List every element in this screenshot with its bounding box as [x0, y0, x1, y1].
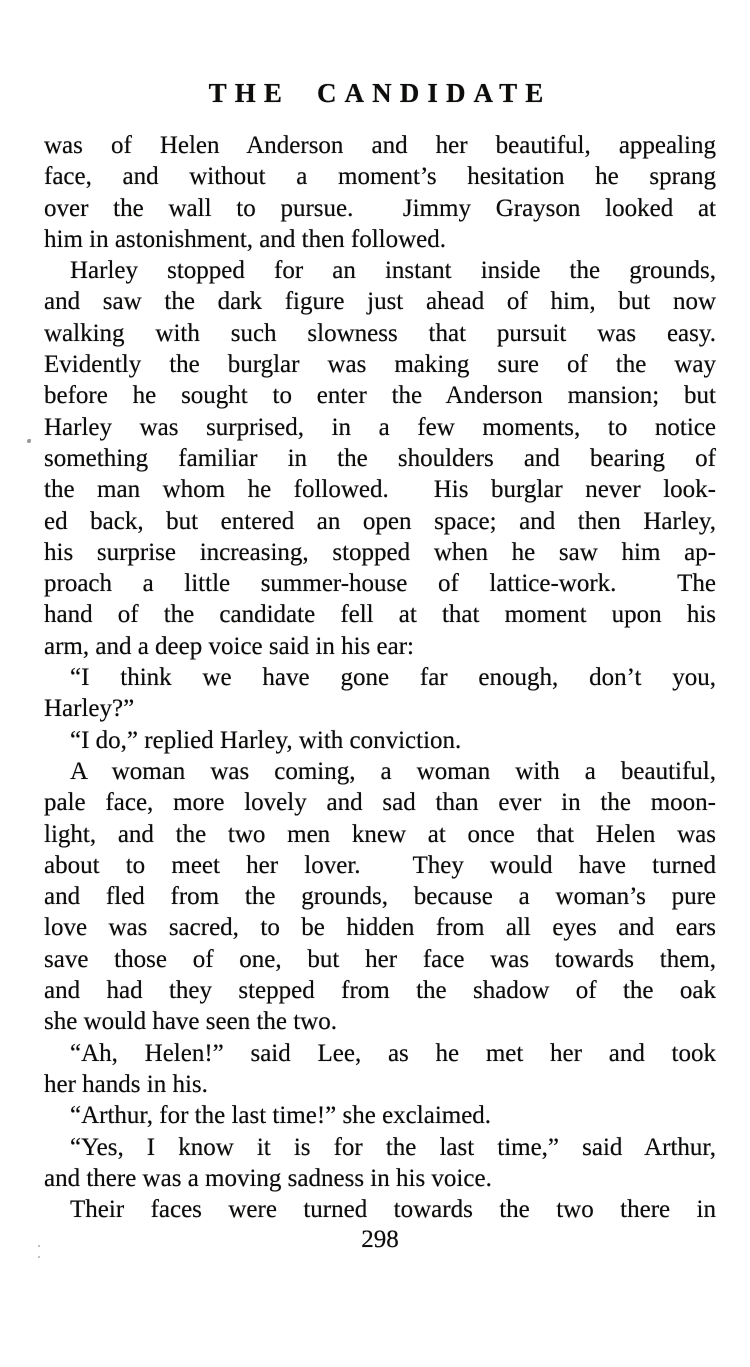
text-line: her hands in his.: [44, 1070, 208, 1098]
text-line: and there was a moving sadness in his voice.: [44, 1164, 492, 1192]
text-line: Harley stopped for an instant inside the grounds,: [70, 257, 716, 285]
text-line: proach a little summer-house of lattice-work. The: [44, 570, 716, 598]
text-line: was of Helen Anderson and her beautiful, appealing: [44, 132, 716, 159]
paragraph: [44, 1194, 716, 1225]
paragraph: [44, 662, 716, 725]
text-line: face, and without a moment’s hesitation he sprang: [44, 163, 716, 191]
text-line: pale face, more lovely and sad than ever in the moon-: [44, 789, 716, 817]
paragraph: [44, 130, 716, 255]
text-line: about to meet her lover. They would have turned: [44, 851, 716, 879]
text-line: A woman was coming, a woman with a beautiful,: [70, 757, 716, 785]
text-line: “Yes, I know it is for the last time,” said Arthur,: [70, 1133, 716, 1161]
text-line: “I do,” replied Harley, with conviction.: [70, 726, 462, 754]
page-title: THE CANDIDATE: [208, 78, 552, 108]
text-line: and had they stepped from the shadow of the oak: [44, 977, 716, 1005]
text-line: and saw the dark figure just ahead of him, but now: [44, 288, 716, 316]
text-line: and fled from the grounds, because a woman’s pure: [44, 883, 716, 911]
text-line: ed back, but entered an open space; and then Harley,: [44, 507, 716, 535]
paragraph: [44, 1038, 716, 1101]
text-line: his surprise increasing, stopped when he saw him ap-: [44, 538, 716, 566]
text-line: the man whom he followed. His burglar never look-: [44, 476, 716, 504]
text-line: him in astonishment, and then followed.: [44, 225, 447, 253]
text-line: arm, and a deep voice said in his ear:: [44, 632, 414, 660]
text-line: hand of the candidate fell at that moment upon his: [44, 601, 716, 629]
text-block: [44, 130, 716, 1225]
text-line: “I think we have gone far enough, don’t you,: [70, 664, 716, 692]
text-line: before he sought to enter the Anderson mansion; but: [44, 382, 716, 410]
paragraph: [44, 756, 716, 1038]
text-line: love was sacred, to be hidden from all eyes and ears: [44, 914, 716, 942]
paragraph: [44, 1132, 716, 1195]
paragraph: [44, 725, 716, 756]
paragraph: [44, 255, 716, 662]
scan-artifact-speck: [27, 439, 31, 443]
text-line: save those of one, but her face was towards them,: [44, 945, 716, 973]
text-line: she would have seen the two.: [44, 1008, 337, 1036]
text-line: something familiar in the shoulders and bearing of: [44, 444, 716, 472]
scan-artifact-mark: [38, 1245, 40, 1258]
text-line: walking with such slowness that pursuit was easy.: [44, 319, 716, 347]
paragraph: [44, 1100, 716, 1131]
text-line: Their faces were turned towards the two there in: [70, 1196, 716, 1224]
text-line: “Ah, Helen!” said Lee, as he met her and took: [70, 1039, 716, 1067]
text-line: Harley was surprised, in a few moments, to notice: [44, 413, 716, 441]
text-line: “Arthur, for the last time!” she exclaimed.: [70, 1102, 492, 1130]
text-line: light, and the two men knew at once that Helen was: [44, 820, 716, 848]
text-line: Harley?”: [44, 695, 135, 723]
page-number: 298: [361, 1226, 399, 1253]
text-line: Evidently the burglar was making sure of the way: [44, 351, 716, 379]
text-line: over the wall to pursue. Jimmy Grayson looked at: [44, 194, 716, 222]
